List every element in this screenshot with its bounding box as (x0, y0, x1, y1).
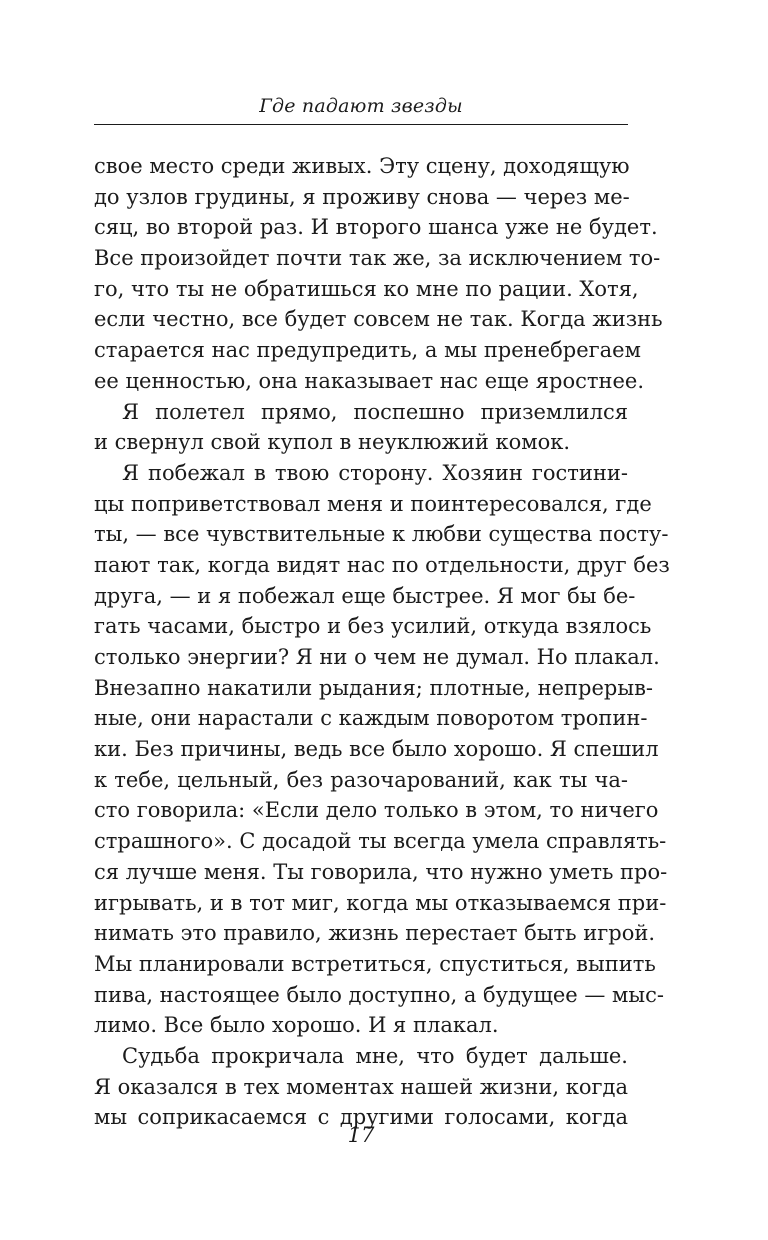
text-line: сто говорила: «Если дело только в этом, то ничего (94, 798, 659, 823)
paragraph (94, 151, 663, 397)
text-line: пают так, когда видят нас по отдельности, друг без (94, 552, 670, 577)
text-line: друга, — и я побежал еще быстрее. Я мог бы бе- (94, 583, 636, 608)
text-line: гать часами, быстро и без усилий, откуда взялось (94, 614, 652, 639)
text-line: Все произойдет почти так же, за исключением то- (94, 246, 661, 271)
text-line: ные, они нарастали с каждым поворотом тропин- (94, 706, 648, 731)
text-line: пива, настоящее было доступно, а будущее — мыс- (94, 982, 664, 1007)
text-line: лимо. Все было хорошо. И я плакал. (94, 1013, 499, 1038)
paragraph (94, 1041, 628, 1133)
text-line: старается нас предупредить, а мы пренебрегаем (94, 338, 641, 363)
text-line: Мы планировали встретиться, спуститься, выпить (94, 951, 656, 976)
paragraph (94, 397, 628, 458)
text-line: Я оказался в тех моментах нашей жизни, когда (94, 1074, 628, 1099)
text-line: игрывать, и в тот миг, когда мы отказываемся при- (94, 890, 667, 915)
text-line: сяц, во второй раз. И второго шанса уже не будет. (94, 215, 658, 240)
text-line: ки. Без причины, ведь все было хорошо. Я спешил (94, 737, 659, 762)
text-line: Судьба прокричала мне, что будет дальше. (122, 1043, 628, 1068)
text-line: нимать это правило, жизнь перестает быть игрой. (94, 921, 656, 946)
text-line: к тебе, цельный, без разочарований, как ты ча- (94, 767, 628, 792)
text-line: страшного». С досадой ты всегда умела справлять- (94, 829, 667, 854)
text-line: столько энергии? Я ни о чем не думал. Но плакал. (94, 645, 660, 669)
text-line: мы соприкасаемся с другими голосами, когда (94, 1105, 628, 1130)
text-line: свое место среди живых. Эту сцену, доходящую (94, 154, 630, 178)
paragraph (94, 458, 670, 1041)
text-line: ся лучше меня. Ты говорила, что нужно уметь про- (94, 859, 668, 884)
text-line: и свернул свой купол в неуклюжий комок. (94, 430, 571, 455)
page-number: 17 (347, 1123, 375, 1147)
text-line: ее ценностью, она наказывает нас еще яростнее. (94, 368, 645, 393)
running-head: Где падают звезды (259, 95, 463, 117)
text-line: ты, — все чувствительные к любви существа посту- (94, 522, 669, 547)
text-line: го, что ты не обратишься ко мне по рации. Хотя, (94, 276, 639, 301)
text-line: до узлов грудины, я проживу снова — через ме- (94, 184, 630, 209)
text-line: Я побежал в твою сторону. Хозяин гостини- (122, 460, 628, 485)
text-line: цы поприветствовал меня и поинтересовался, где (94, 491, 652, 516)
text-line: если честно, все будет совсем не так. Когда жизнь (94, 307, 663, 332)
text-line: Я полетел прямо, поспешно приземлился (122, 399, 628, 424)
body-text (94, 151, 670, 1133)
text-line: Внезапно накатили рыдания; плотные, непрерыв- (94, 675, 653, 700)
header-rule (94, 124, 628, 125)
